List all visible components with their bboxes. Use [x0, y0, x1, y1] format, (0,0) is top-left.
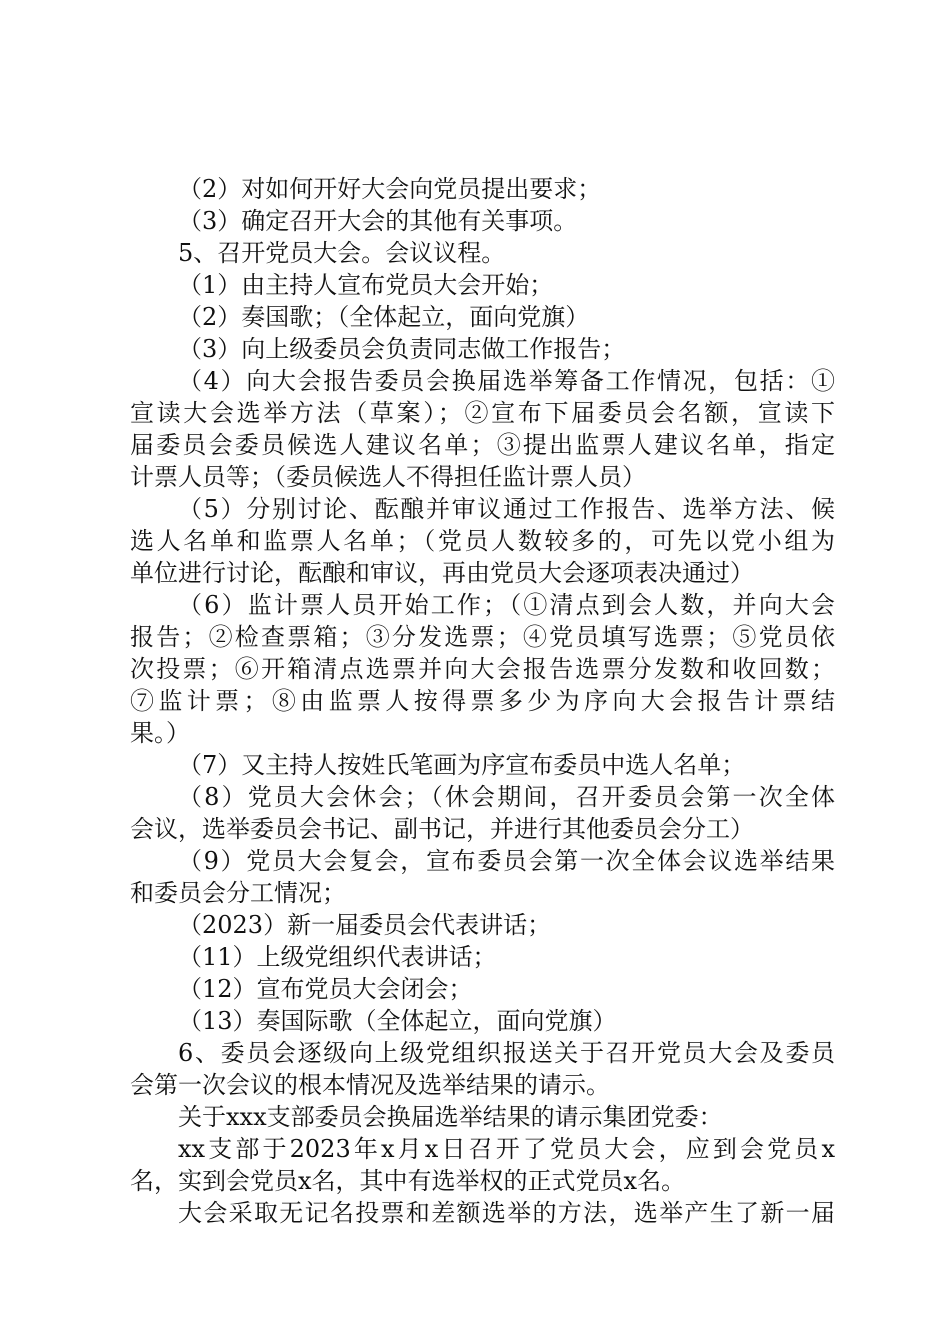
- text-line: 和委员会分工情况；: [130, 879, 346, 907]
- text-line: （4）向大会报告委员会换届选举筹备工作情况，包括：①: [178, 367, 835, 395]
- text-line: （7）又主持人按姓氏笔画为序宣布委员中选人名单；: [178, 751, 746, 779]
- text-line: 选人名单和监票人名单；（党员人数较多的，可先以党小组为: [130, 527, 835, 555]
- text-line: （2）对如何开好大会向党员提出要求；: [178, 175, 602, 203]
- text-line: （5）分别讨论、酝酿并审议通过工作报告、选举方法、候: [178, 495, 835, 523]
- text-line: xx支部于2023年x月x日召开了党员大会，应到会党员x: [178, 1135, 835, 1163]
- text-line: 单位进行讨论，酝酿和审议，再由党员大会逐项表决通过）: [130, 559, 754, 587]
- text-line: 大会采取无记名投票和差额选举的方法，选举产生了新一届: [178, 1199, 835, 1227]
- text-line: （2）奏国歌；（全体起立，面向党旗）: [178, 303, 590, 331]
- text-line: 果。）: [130, 719, 190, 747]
- text-line: 6、委员会逐级向上级党组织报送关于召开党员大会及委员: [178, 1039, 835, 1067]
- text-line: （13）奏国际歌（全体起立，面向党旗）: [178, 1007, 617, 1035]
- text-line: 关于xxx支部委员会换届选举结果的请示集团党委：: [178, 1103, 723, 1131]
- text-line: （6）监计票人员开始工作；（①清点到会人数，并向大会: [178, 591, 835, 619]
- text-line: 会第一次会议的根本情况及选举结果的请示。: [130, 1071, 610, 1099]
- text-line: ⑦监计票；⑧由监票人按得票多少为序向大会报告计票结: [130, 687, 835, 715]
- text-line: （8）党员大会休会；（休会期间，召开委员会第一次全体: [178, 783, 835, 811]
- text-line: （11）上级党组织代表讲话；: [178, 943, 497, 971]
- text-line: （3）确定召开大会的其他有关事项。: [178, 207, 578, 235]
- text-line: 计票人员等；（委员候选人不得担任监计票人员）: [130, 463, 646, 491]
- text-line: 名，实到会党员x名，其中有选举权的正式党员x名。: [130, 1167, 686, 1195]
- text-line: （3）向上级委员会负责同志做工作报告；: [178, 335, 626, 363]
- text-line: （12）宣布党员大会闭会；: [178, 975, 473, 1003]
- text-line: （2023）新一届委员会代表讲话；: [178, 911, 552, 939]
- text-line: （9）党员大会复会，宣布委员会第一次全体会议选举结果: [178, 847, 835, 875]
- text-line: （1）由主持人宣布党员大会开始；: [178, 271, 554, 299]
- text-line: 5、召开党员大会。会议议程。: [178, 239, 506, 267]
- document-page: [130, 173, 835, 1229]
- text-line: 届委员会委员候选人建议名单；③提出监票人建议名单，指定: [130, 431, 835, 459]
- text-line: 宣读大会选举方法（草案）；②宣布下届委员会名额，宣读下: [130, 399, 835, 427]
- text-line: 报告；②检查票箱；③分发选票；④党员填写选票；⑤党员依: [130, 623, 835, 651]
- text-line: 会议，选举委员会书记、副书记，并进行其他委员会分工）: [130, 815, 754, 843]
- text-line: 次投票；⑥开箱清点选票并向大会报告选票分发数和收回数；: [130, 655, 835, 683]
